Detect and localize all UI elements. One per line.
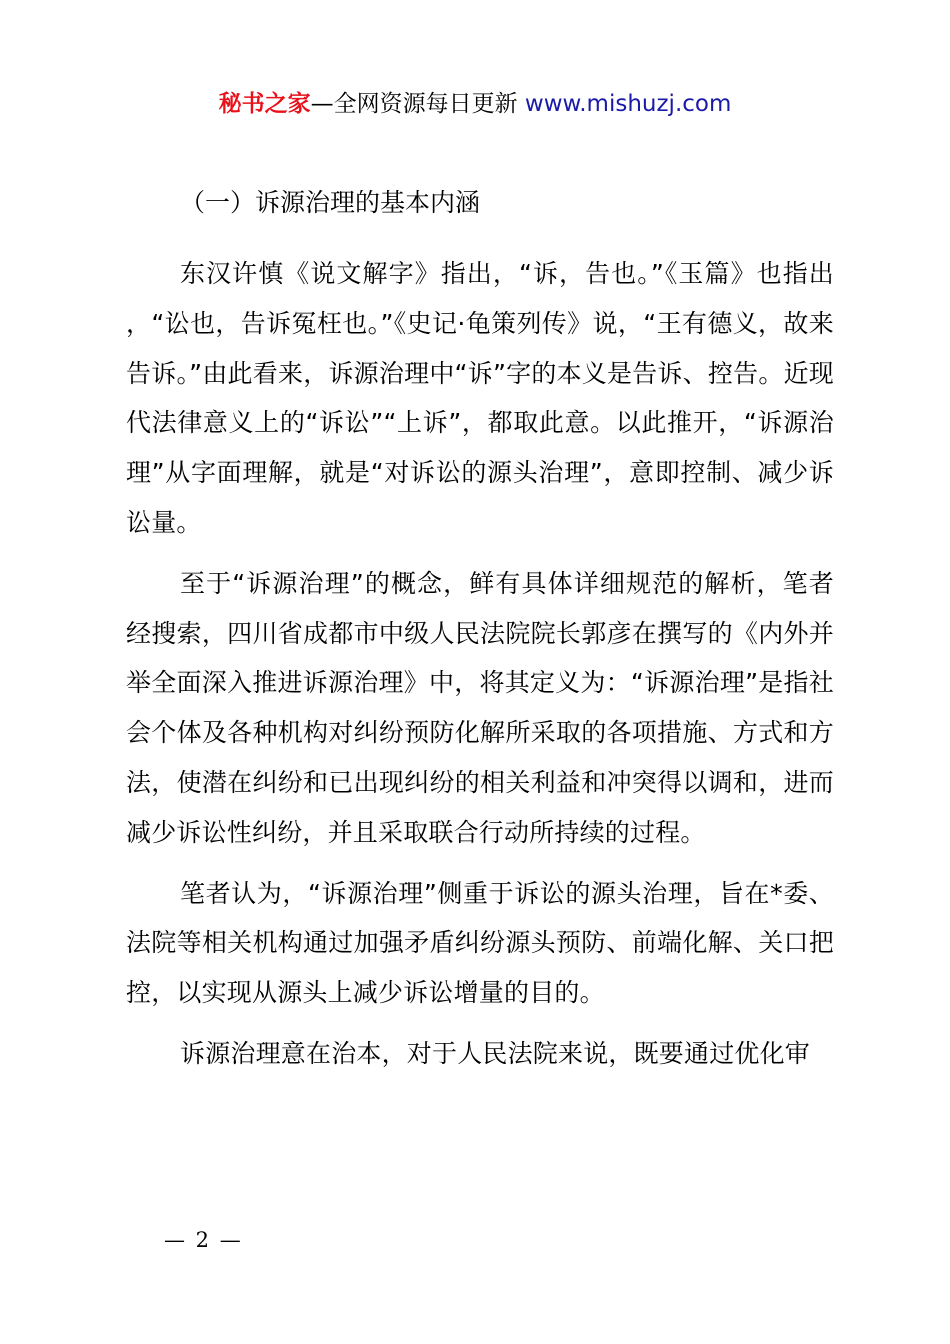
- brand-name: 秘书之家: [218, 91, 311, 117]
- header-tagline: —全网资源每日更新: [310, 91, 525, 117]
- paragraph-4: 诉源治理意在治本，对于人民法院来说，既要通过优化审: [180, 1038, 811, 1068]
- section-heading: （一）诉源治理的基本内涵: [180, 188, 481, 217]
- page-number: — 2 —: [164, 1228, 243, 1252]
- page-header: [0, 86, 950, 122]
- paragraph-2: 至于“诉源治理”的概念，鲜有具体详细规范的解析，笔者经搜索，四川省成都市中级人民法院院长郭彦在撰写的《内外并举全面深入推进诉源治理》中，将其定义为：“诉源治理”是指社会个体及各种机构对纠纷预防化解所采取的各项措施、方式和方法，使潜在纠纷和已出现纠纷的相关利益和冲突得以调和，进而减少诉讼性纠纷，并且采取联合行动所持续的过程。: [126, 568, 834, 847]
- paragraph-1: 东汉许慎《说文解字》指出，“诉，告也。”《玉篇》也指出，“讼也，告诉冤枉也。”《史记·龟策列传》说，“王有德义，故来告诉。”由此看来，诉源治理中“诉”字的本义是告诉、控告。近现代法律意义上的“诉讼”“上诉”，都取此意。以此推开，“诉源治理”从字面理解，就是“对诉讼的源头治理”，意即控制、减少诉讼量。: [126, 259, 834, 537]
- document-body: [126, 181, 834, 1079]
- website-link[interactable]: www.mishuzj.com: [524, 91, 732, 117]
- paragraph-3: 笔者认为，“诉源治理”侧重于诉讼的源头治理，旨在*委、法院等相关机构通过加强矛盾纠纷源头预防、前端化解、关口把控，以实现从源头上减少诉讼增量的目的。: [126, 878, 834, 1008]
